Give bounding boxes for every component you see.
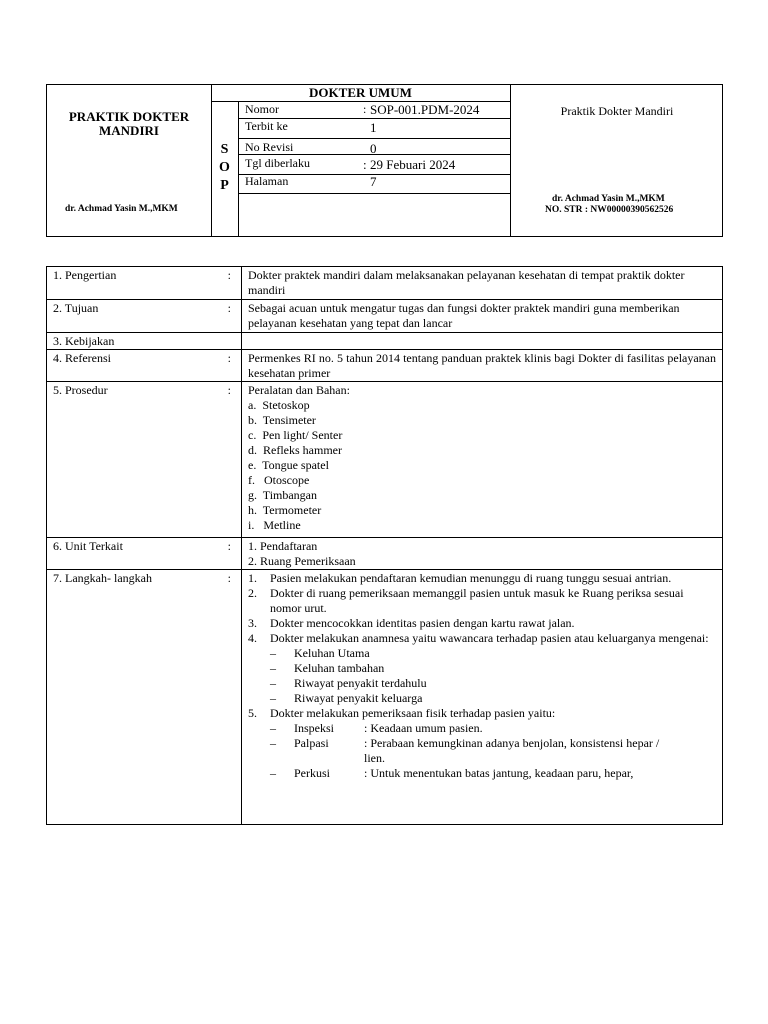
row-content: [242, 382, 723, 538]
row-sep: [218, 333, 242, 350]
table-row: [47, 538, 723, 570]
row-content: Sebagai acuan untuk mengatur tugas dan fungsi dokter praktek mandiri guna memberikan pelayanan kesehatan yang tepat dan lancar: [242, 300, 723, 333]
row-label: 1. Pengertian: [47, 267, 218, 300]
procedure-heading: Peralatan dan Bahan:: [248, 383, 350, 397]
row-label: 7. Langkah- langkah: [47, 570, 218, 825]
step-text: Dokter mencocokkan identitas pasien dengan kartu rawat jalan.: [270, 616, 575, 630]
row-label: 2. Tujuan: [47, 300, 218, 333]
list-item: 2. Ruang Pemeriksaan: [248, 554, 356, 568]
sub-item-text: Keluhan Utama: [294, 646, 370, 660]
step-text: Dokter melakukan pemeriksaan fisik terhadap pasien yaitu:: [270, 706, 556, 720]
exam-type: Inspeksi: [294, 721, 334, 735]
field-label-terbit: Terbit ke: [245, 119, 288, 133]
sub-item: [248, 736, 716, 766]
step-text: Dokter di ruang pemeriksaan memanggil pasien untuk masuk ke Ruang periksa sesuai nomor urut.: [270, 586, 684, 615]
sop-title: DOKTER UMUM: [309, 85, 412, 100]
table-row: [47, 382, 723, 538]
sop-letters: S O P: [219, 142, 230, 193]
list-item: f. Otoscope: [248, 473, 310, 487]
row-label: 3. Kebijakan: [47, 333, 218, 350]
table-row: [47, 267, 723, 300]
sop-table: [46, 266, 723, 825]
dash-bullet: –: [270, 736, 276, 750]
sub-item: [248, 721, 716, 736]
step-number: 4.: [248, 631, 257, 645]
field-sep: :: [363, 157, 367, 172]
field-sep: :: [363, 102, 367, 116]
row-label: 5. Prosedur: [47, 382, 218, 538]
sub-item-text: Keluhan tambahan: [294, 661, 385, 675]
table-row: [47, 333, 723, 350]
exam-desc: : Keadaan umum pasien.: [364, 721, 483, 735]
list-item: e. Tongue spatel: [248, 458, 329, 472]
row-content: Permenkes RI no. 5 tahun 2014 tentang panduan praktek klinis bagi Dokter di fasilitas pelayanan kesehatan primer: [242, 350, 723, 382]
exam-desc: : Perabaan kemungkinan adanya benjolan, konsistensi hepar / lien.: [364, 736, 660, 765]
divider: [238, 138, 510, 139]
exam-desc: : Untuk menentukan batas jantung, keadaan paru, hepar,: [364, 766, 634, 780]
right-doctor-name: dr. Achmad Yasin M.,MKM: [552, 194, 665, 204]
field-label-revisi: No Revisi: [245, 140, 294, 154]
step-item: [248, 631, 716, 646]
list-item: i. Metline: [248, 518, 301, 532]
exam-type: Perkusi: [294, 766, 330, 780]
row-sep: :: [218, 300, 242, 333]
row-label: 4. Referensi: [47, 350, 218, 382]
sop-header: [46, 84, 723, 237]
field-label-nomor: Nomor: [245, 102, 279, 116]
sub-item: [248, 766, 716, 781]
row-sep: :: [218, 267, 242, 300]
row-sep: :: [218, 382, 242, 538]
step-number: 2.: [248, 586, 257, 600]
dash-bullet: –: [270, 691, 276, 705]
field-label-tgl: Tgl diberlaku: [245, 156, 310, 170]
step-item: [248, 586, 716, 616]
dash-bullet: –: [270, 661, 276, 675]
sub-item: [248, 676, 716, 691]
step-item: [248, 706, 716, 721]
list-item: g. Timbangan: [248, 488, 318, 502]
sub-item: [248, 691, 716, 706]
field-value-halaman: 7: [370, 174, 377, 189]
list-item: h. Termometer: [248, 503, 322, 517]
table-row: [47, 570, 723, 825]
step-text: Dokter melakukan anamnesa yaitu wawancara terhadap pasien atau keluarganya mengenai:: [270, 631, 709, 645]
right-clinic-name: Praktik Dokter Mandiri: [560, 104, 674, 118]
exam-type: Palpasi: [294, 736, 329, 750]
str-number: NO. STR : NW00000390562526: [545, 205, 674, 215]
row-label: 6. Unit Terkait: [47, 538, 218, 570]
table-row: [47, 300, 723, 333]
field-label-halaman: Halaman: [245, 174, 289, 188]
list-item: a. Stetoskop: [248, 398, 310, 412]
field-value-tgl: 29 Febuari 2024: [370, 157, 456, 172]
list-item: d. Refleks hammer: [248, 443, 342, 457]
row-sep: :: [218, 570, 242, 825]
step-number: 5.: [248, 706, 257, 720]
field-value-terbit: 1: [370, 120, 377, 135]
divider: [238, 101, 239, 236]
clinic-title: PRAKTIK DOKTER MANDIRI: [68, 109, 190, 138]
dash-bullet: –: [270, 646, 276, 660]
row-content: [242, 333, 723, 350]
left-doctor-name: dr. Achmad Yasin M.,MKM: [65, 204, 178, 214]
sub-item: [248, 661, 716, 676]
sub-item: [248, 646, 716, 661]
step-item: [248, 616, 716, 631]
field-value-revisi: 0: [370, 141, 377, 156]
row-sep: :: [218, 538, 242, 570]
list-item: 1. Pendaftaran: [248, 539, 318, 553]
step-number: 3.: [248, 616, 257, 630]
dash-bullet: –: [270, 721, 276, 735]
step-item: [248, 571, 716, 586]
table-row: [47, 350, 723, 382]
list-item: b. Tensimeter: [248, 413, 316, 427]
list-item: c. Pen light/ Senter: [248, 428, 343, 442]
field-value-nomor: SOP-001.PDM-2024: [370, 102, 480, 117]
step-text: Pasien melakukan pendaftaran kemudian menunggu di ruang tunggu sesuai antrian.: [270, 571, 672, 585]
row-content: [242, 570, 723, 825]
dash-bullet: –: [270, 676, 276, 690]
sub-item-text: Riwayat penyakit terdahulu: [294, 676, 427, 690]
divider: [238, 193, 510, 194]
row-content: Dokter praktek mandiri dalam melaksanakan pelayanan kesehatan di tempat praktik dokter mandiri: [242, 267, 723, 300]
row-content: [242, 538, 723, 570]
row-sep: :: [218, 350, 242, 382]
sub-item-text: Riwayat penyakit keluarga: [294, 691, 423, 705]
step-number: 1.: [248, 571, 257, 585]
dash-bullet: –: [270, 766, 276, 780]
